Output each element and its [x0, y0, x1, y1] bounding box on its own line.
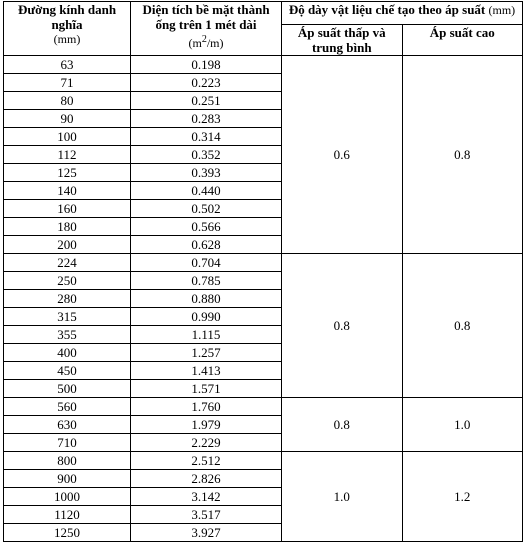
cell-low-medium-pressure-thickness: 0.8 [282, 254, 403, 398]
cell-nominal-diameter: 112 [4, 146, 131, 164]
table-header [4, 2, 523, 56]
cell-high-pressure-thickness: 1.0 [402, 398, 523, 452]
cell-nominal-diameter: 710 [4, 434, 131, 452]
cell-nominal-diameter: 80 [4, 92, 131, 110]
cell-nominal-diameter: 1000 [4, 488, 131, 506]
table-body [4, 56, 523, 542]
cell-surface-area: 0.198 [131, 56, 282, 74]
cell-nominal-diameter: 160 [4, 200, 131, 218]
cell-nominal-diameter: 125 [4, 164, 131, 182]
cell-surface-area: 1.979 [131, 416, 282, 434]
cell-nominal-diameter: 1250 [4, 524, 131, 542]
table-row [4, 254, 523, 272]
cell-nominal-diameter: 900 [4, 470, 131, 488]
cell-low-medium-pressure-thickness: 0.6 [282, 56, 403, 254]
header-material-thickness-unit: (mm) [488, 3, 516, 17]
cell-nominal-diameter: 355 [4, 326, 131, 344]
cell-surface-area: 0.314 [131, 128, 282, 146]
cell-surface-area: 0.440 [131, 182, 282, 200]
unit-tail: /m) [206, 36, 224, 50]
header-nominal-diameter-unit: (mm) [53, 32, 81, 46]
unit-sup: 2 [201, 34, 207, 45]
cell-surface-area: 1.413 [131, 362, 282, 380]
pipe-spec-table [3, 1, 523, 542]
cell-high-pressure-thickness: 1.2 [402, 452, 523, 542]
cell-nominal-diameter: 315 [4, 308, 131, 326]
cell-nominal-diameter: 63 [4, 56, 131, 74]
header-nominal-diameter-label: Đường kính danh nghĩa [17, 2, 117, 32]
cell-nominal-diameter: 90 [4, 110, 131, 128]
cell-surface-area: 2.512 [131, 452, 282, 470]
cell-surface-area: 0.566 [131, 218, 282, 236]
cell-surface-area: 0.785 [131, 272, 282, 290]
header-material-thickness [282, 2, 523, 25]
cell-nominal-diameter: 180 [4, 218, 131, 236]
cell-nominal-diameter: 400 [4, 344, 131, 362]
cell-surface-area: 0.704 [131, 254, 282, 272]
cell-surface-area: 0.990 [131, 308, 282, 326]
header-surface-area-unit [133, 32, 279, 51]
header-material-thickness-label: Độ dày vật liệu chế tạo theo áp suất [288, 2, 486, 17]
cell-low-medium-pressure-thickness: 1.0 [282, 452, 403, 542]
header-high-pressure: Áp suất cao [402, 25, 523, 56]
cell-surface-area: 1.760 [131, 398, 282, 416]
header-row-1 [4, 2, 523, 25]
cell-surface-area: 0.251 [131, 92, 282, 110]
unit-base: (m [188, 36, 202, 50]
cell-nominal-diameter: 140 [4, 182, 131, 200]
header-nominal-diameter [4, 2, 131, 56]
cell-surface-area: 1.257 [131, 344, 282, 362]
header-surface-area-label: Diện tích bề mặt thành ống trên 1 mét dài [142, 2, 270, 32]
cell-surface-area: 3.142 [131, 488, 282, 506]
cell-surface-area: 1.571 [131, 380, 282, 398]
cell-nominal-diameter: 500 [4, 380, 131, 398]
cell-surface-area: 3.517 [131, 506, 282, 524]
cell-nominal-diameter: 630 [4, 416, 131, 434]
table-row [4, 56, 523, 74]
cell-surface-area: 0.283 [131, 110, 282, 128]
cell-nominal-diameter: 224 [4, 254, 131, 272]
header-low-medium-pressure: Áp suất thấp và trung bình [282, 25, 403, 56]
cell-surface-area: 2.229 [131, 434, 282, 452]
cell-nominal-diameter: 71 [4, 74, 131, 92]
cell-nominal-diameter: 100 [4, 128, 131, 146]
cell-high-pressure-thickness: 0.8 [402, 56, 523, 254]
cell-surface-area: 3.927 [131, 524, 282, 542]
cell-surface-area: 0.628 [131, 236, 282, 254]
cell-nominal-diameter: 800 [4, 452, 131, 470]
cell-nominal-diameter: 1120 [4, 506, 131, 524]
cell-surface-area: 0.352 [131, 146, 282, 164]
table-row [4, 398, 523, 416]
header-surface-area [131, 2, 282, 56]
table-row [4, 452, 523, 470]
cell-nominal-diameter: 250 [4, 272, 131, 290]
cell-surface-area: 0.223 [131, 74, 282, 92]
cell-nominal-diameter: 450 [4, 362, 131, 380]
cell-surface-area: 1.115 [131, 326, 282, 344]
cell-nominal-diameter: 200 [4, 236, 131, 254]
cell-surface-area: 0.880 [131, 290, 282, 308]
cell-nominal-diameter: 280 [4, 290, 131, 308]
cell-surface-area: 0.393 [131, 164, 282, 182]
cell-low-medium-pressure-thickness: 0.8 [282, 398, 403, 452]
cell-high-pressure-thickness: 0.8 [402, 254, 523, 398]
cell-nominal-diameter: 560 [4, 398, 131, 416]
cell-surface-area: 0.502 [131, 200, 282, 218]
cell-surface-area: 2.826 [131, 470, 282, 488]
